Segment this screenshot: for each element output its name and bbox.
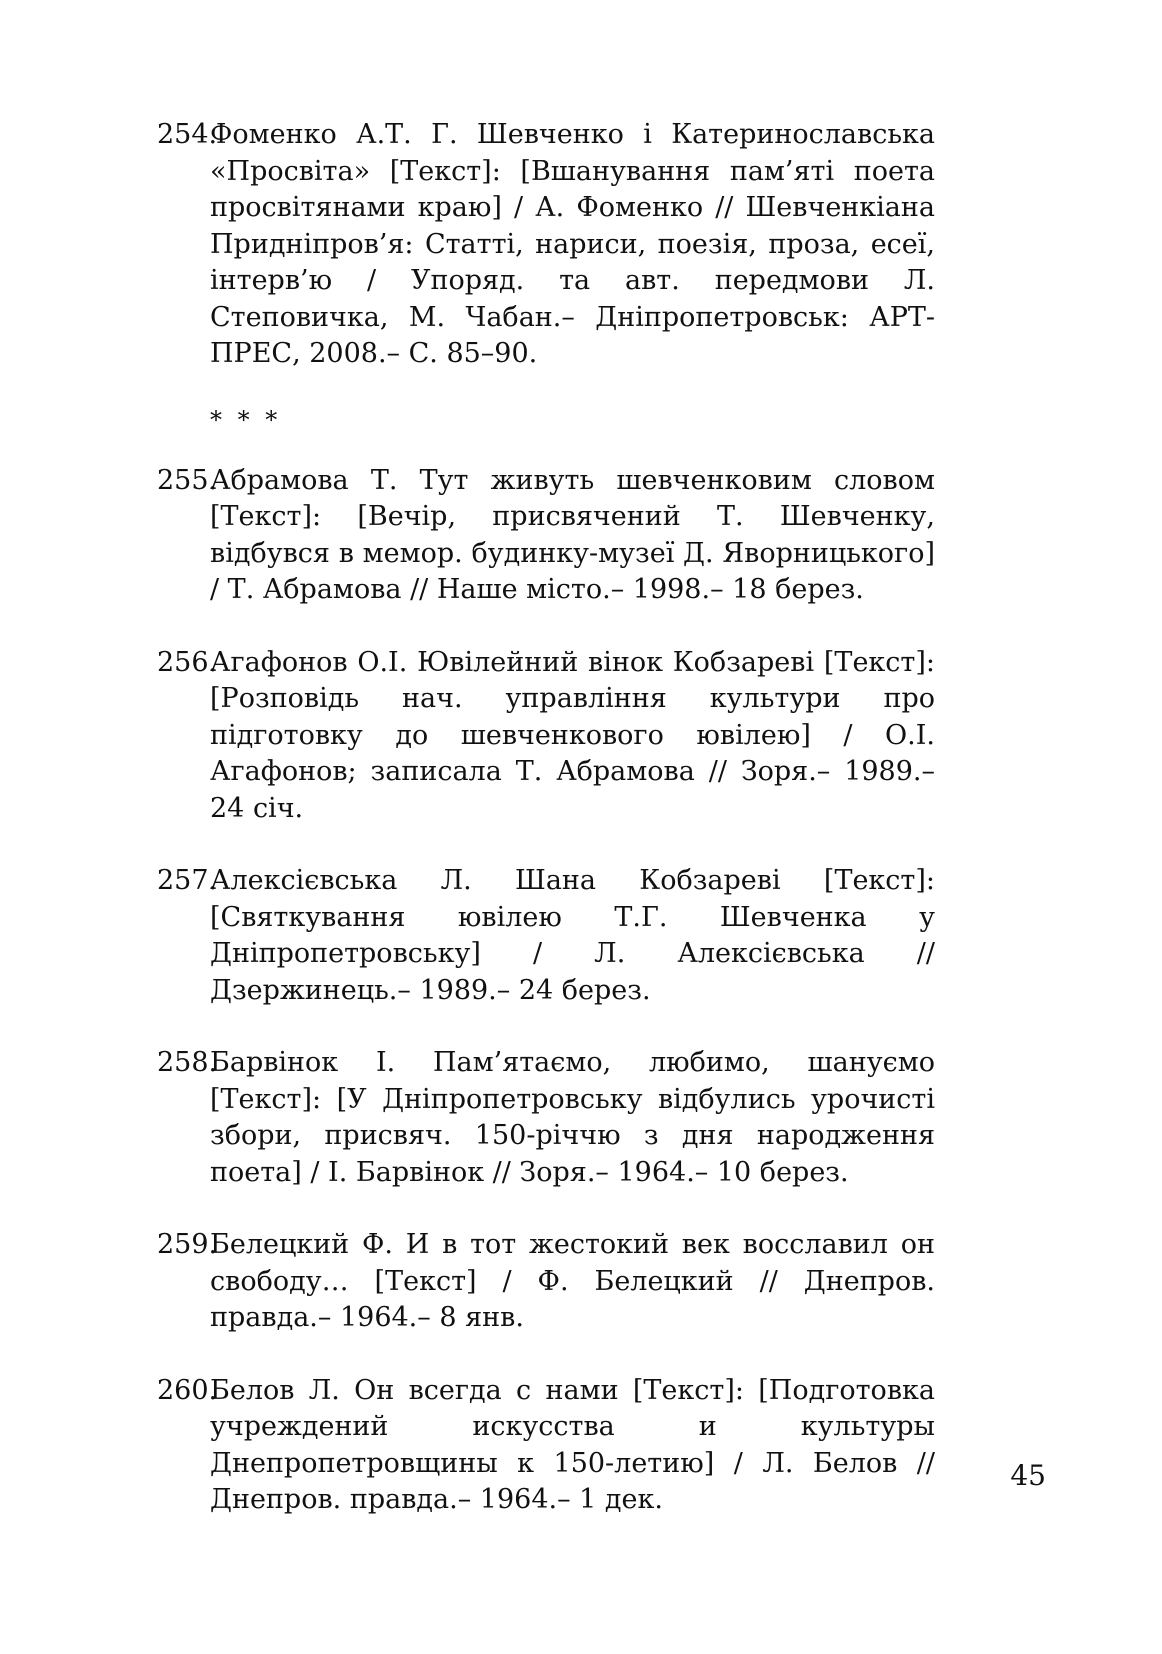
entry-text: Белецкий Ф. И в тот жестокий век восславил он свободу… [Текст] / Ф. Белецкий // Днепров. правда.– 1964.– 8 янв. — [210, 1229, 935, 1333]
entry-text: Абрамова Т. Тут живуть шевченковим словом [Текст]: [Вечір, присвячений Т. Шевченку, відбувся в мемор. будинку-музеї Д. Яворницького] / Т. Абрамова // Наше місто.– 1998.– 18 берез. — [210, 464, 935, 605]
entry-number: 255. — [157, 464, 218, 496]
bibliography-entry-258 — [157, 1045, 935, 1191]
entry-text: Фоменко А.Т. Г. Шевченко і Катеринославська «Просвіта» [Текст]: [Вшанування пам’яті поета просвітянами краю] / А. Фоменко // Шевченкіана Придніпров’я: Статті, нариси, поезія, проза, есеї, інтерв’ю / Упоряд. та авт. передмови Л. Степовичка, М. Чабан.– Дніпропетровськ: АРТ-ПРЕС, 2008.– С. 85–90. — [210, 119, 935, 369]
entry-text: Барвінок І. Пам’ятаємо, любимо, шануємо [Текст]: [У Дніпропетровську відбулись урочисті збори, присвяч. 150-річчю з дня народження поета] / І. Барвінок // Зоря.– 1964.– 10 берез. — [210, 1047, 935, 1188]
entry-number: 258. — [157, 1047, 218, 1078]
entry-number: 254. — [157, 119, 218, 150]
entry-text: Агафонов О.І. Ювілейний вінок Кобзареві [Текст]: [Розповідь нач. управління культури про підготовку до шевченкового ювілею] / О.І. Агафонов; записала Т. Абрамова // Зоря.– 1989.– 24 січ. — [210, 646, 935, 824]
entry-number: 257. — [157, 865, 218, 896]
page-number: 45 — [1010, 1459, 1046, 1492]
bibliography-entry-260 — [157, 1373, 935, 1519]
bibliography-entry-259 — [157, 1227, 935, 1337]
bibliography-entry-257 — [157, 863, 935, 1009]
entry-number: 260. — [157, 1374, 218, 1406]
bibliography-entry-254 — [157, 117, 935, 373]
bibliography-entry-256 — [157, 645, 935, 828]
section-separator: * * * — [210, 405, 282, 434]
entry-text: Алексієвська Л. Шана Кобзареві [Текст]: [Святкування ювілею Т.Г. Шевченка у Дніпропетровську] / Л. Алексієвська // Дзержинець.– 1989.– 24 берез. — [210, 865, 935, 1006]
entry-text: Белов Л. Он всегда с нами [Текст]: [Подготовка учреждений искусства и культуры Днепропетровщины к 150-летию] / Л. Белов // Днепров. правда.– 1964.– 1 дек. — [210, 1374, 935, 1515]
entry-number: 256. — [157, 646, 218, 678]
entry-number: 259. — [157, 1229, 218, 1260]
bibliography-list — [157, 117, 935, 1555]
bibliography-entry-255 — [157, 463, 935, 609]
